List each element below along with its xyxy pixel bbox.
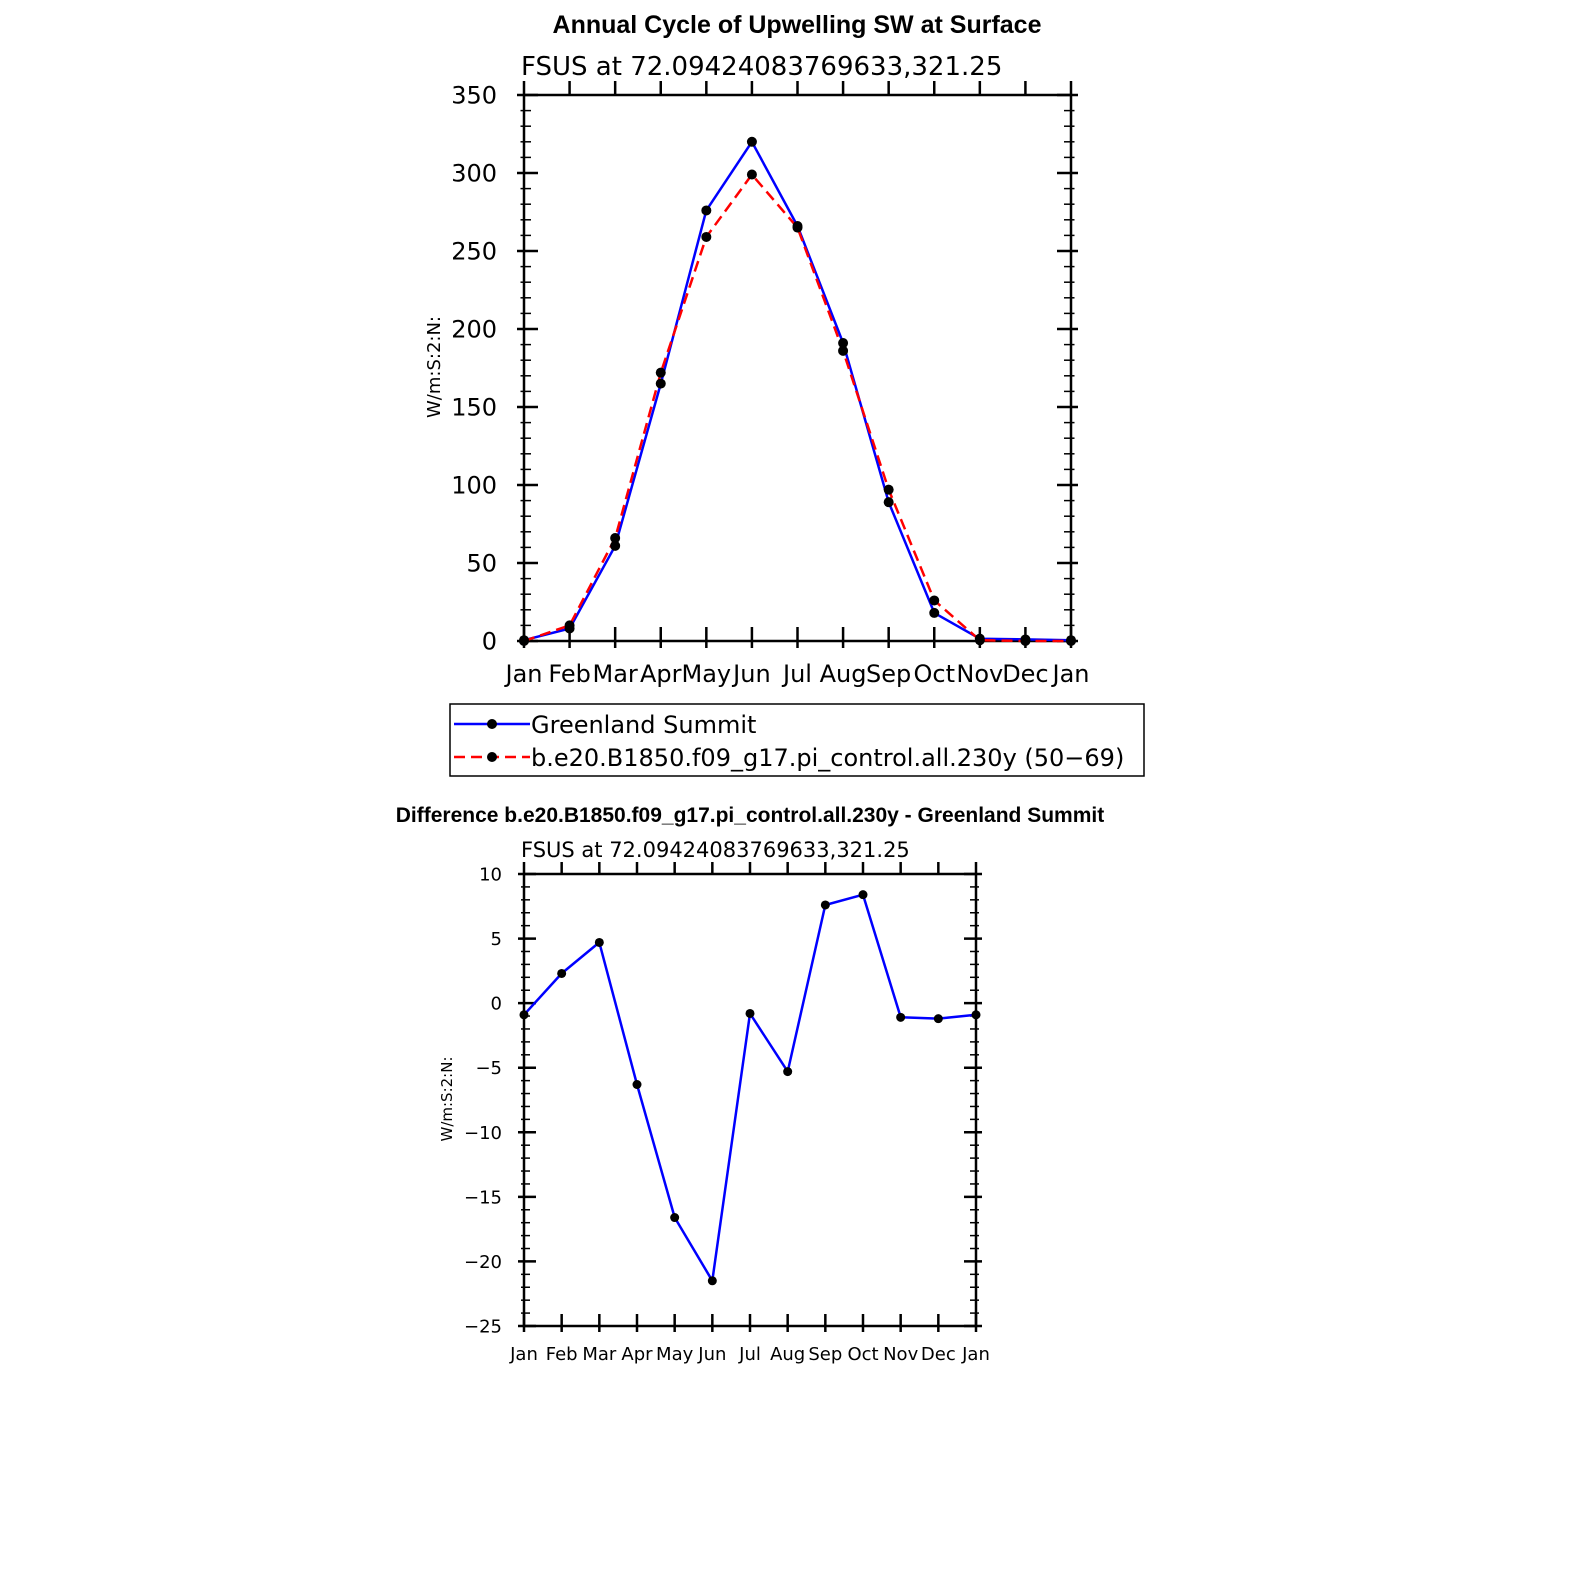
y-tick-label: 100 xyxy=(451,471,497,500)
data-point xyxy=(670,1213,679,1222)
data-point xyxy=(746,1009,755,1018)
x-tick-label: Dec xyxy=(920,1344,956,1365)
data-point xyxy=(557,969,566,978)
y-tick-label: 0 xyxy=(490,993,502,1015)
data-point xyxy=(701,205,711,215)
y-tick-label: 300 xyxy=(451,159,497,188)
y-tick-label: 350 xyxy=(451,81,497,110)
series-group xyxy=(520,890,981,1285)
y-tick-label: 50 xyxy=(466,549,497,578)
y-tick-label: −20 xyxy=(464,1251,502,1273)
data-point xyxy=(821,900,830,909)
data-point xyxy=(884,497,894,507)
x-tick-label: Aug xyxy=(770,1344,806,1365)
y-axis-label: W/m:S:2:N: xyxy=(438,1056,456,1142)
data-point xyxy=(610,533,620,543)
chart-title: Annual Cycle of Upwelling SW at Surface xyxy=(552,11,1042,39)
data-point xyxy=(1066,636,1076,646)
annual-cycle-chart xyxy=(424,11,1144,776)
plot-frame xyxy=(524,874,976,1326)
y-tick-label: −5 xyxy=(475,1058,502,1080)
chart-title: Difference b.e20.B1850.f09_g17.pi_control.all.230y - Greenland Summit xyxy=(395,804,1105,827)
x-tick-label: Oct xyxy=(847,1344,879,1365)
data-point xyxy=(656,368,666,378)
x-tick-label: Aug xyxy=(819,660,867,688)
legend-marker-model xyxy=(487,752,497,762)
data-point xyxy=(884,485,894,495)
legend-label-greenland-summit: Greenland Summit xyxy=(531,711,757,739)
data-point xyxy=(708,1276,717,1285)
y-tick-label: 10 xyxy=(479,864,502,886)
y-tick-label: 5 xyxy=(490,929,502,951)
x-tick-label: Sep xyxy=(866,660,912,688)
x-tick-label: Jul xyxy=(739,1344,761,1365)
x-tick-label: Jul xyxy=(783,660,812,688)
data-point xyxy=(701,232,711,242)
x-tick-label: Nov xyxy=(883,1344,919,1365)
y-tick-label: −15 xyxy=(464,1187,502,1209)
series-line-0 xyxy=(524,142,1071,640)
x-tick-label: Oct xyxy=(913,660,955,688)
data-point xyxy=(565,620,575,630)
data-point xyxy=(595,938,604,947)
series-line-0 xyxy=(524,895,976,1281)
data-point xyxy=(1020,636,1030,646)
x-tick-label: Feb xyxy=(545,1344,578,1365)
data-point xyxy=(838,346,848,356)
y-tick-label: 250 xyxy=(451,237,497,266)
data-point xyxy=(934,1014,943,1023)
axes xyxy=(464,862,990,1365)
data-point xyxy=(783,1067,792,1076)
x-tick-label: Mar xyxy=(582,1344,617,1365)
x-tick-label: Dec xyxy=(1002,660,1049,688)
x-tick-label: Sep xyxy=(808,1344,843,1365)
y-tick-label: −25 xyxy=(464,1316,502,1338)
data-point xyxy=(519,636,529,646)
chart-subtitle: FSUS at 72.09424083769633,321.25 xyxy=(521,838,910,862)
data-point xyxy=(929,595,939,605)
y-tick-label: 200 xyxy=(451,315,497,344)
data-point xyxy=(633,1080,642,1089)
data-point xyxy=(793,223,803,233)
x-tick-label: Mar xyxy=(592,660,638,688)
series-line-1 xyxy=(524,175,1071,641)
data-point xyxy=(975,635,985,645)
x-tick-label: Feb xyxy=(548,660,591,688)
x-tick-label: Jun xyxy=(733,660,771,688)
x-tick-label: Apr xyxy=(621,1344,653,1365)
series-group xyxy=(519,137,1076,646)
y-axis-label: W/m:S:2:N: xyxy=(424,316,445,418)
y-tick-label: 150 xyxy=(451,393,497,422)
legend-marker-greenland-summit xyxy=(487,719,497,729)
data-point xyxy=(929,608,939,618)
data-point xyxy=(859,890,868,899)
plot-frame xyxy=(524,95,1071,641)
chart-subtitle: FSUS at 72.09424083769633,321.25 xyxy=(521,52,1003,82)
y-tick-label: −10 xyxy=(464,1122,502,1144)
legend xyxy=(450,704,1144,776)
x-tick-label: Jun xyxy=(698,1344,727,1365)
data-point xyxy=(747,137,757,147)
x-tick-label: May xyxy=(681,660,732,688)
x-tick-label: Jan xyxy=(962,1344,990,1365)
x-tick-label: Nov xyxy=(956,660,1004,688)
data-point xyxy=(972,1010,981,1019)
legend-label-model: b.e20.B1850.f09_g17.pi_control.all.230y (50−69) xyxy=(531,744,1125,772)
x-tick-label: Apr xyxy=(639,660,682,688)
data-point xyxy=(656,379,666,389)
axes xyxy=(451,81,1089,688)
difference-chart xyxy=(396,804,1104,1365)
x-tick-label: May xyxy=(656,1344,694,1365)
data-point xyxy=(747,170,757,180)
data-point xyxy=(896,1013,905,1022)
x-tick-label: Jan xyxy=(1052,660,1090,688)
x-tick-label: Jan xyxy=(510,1344,538,1365)
y-tick-label: 0 xyxy=(481,627,497,656)
x-tick-label: Jan xyxy=(505,660,543,688)
data-point xyxy=(520,1010,529,1019)
